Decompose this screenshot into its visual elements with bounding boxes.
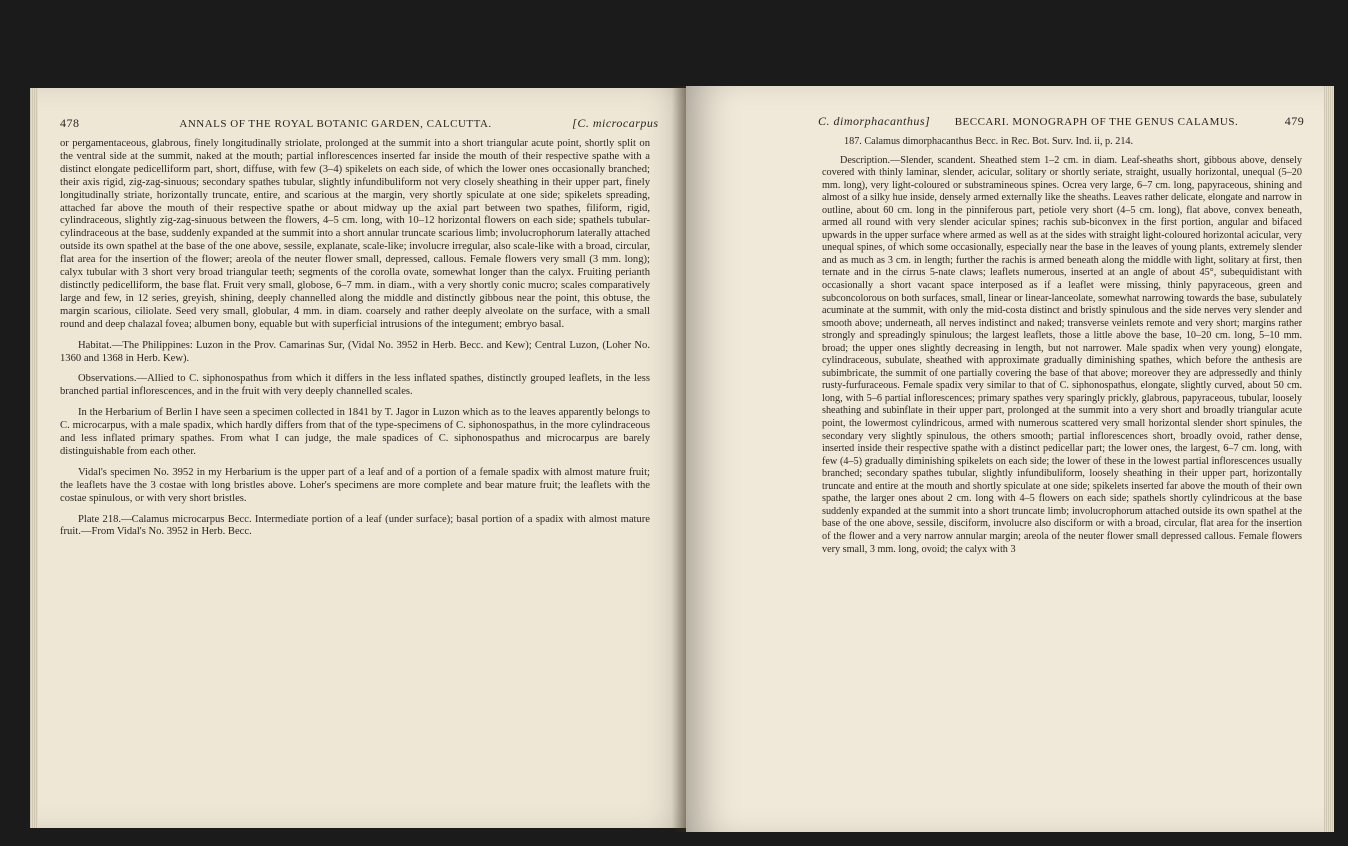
right-page: [686, 86, 1334, 832]
left-text-block: [60, 138, 650, 539]
right-running-species: C. dimorphacanthus]: [818, 114, 931, 128]
left-running-head: [60, 116, 659, 131]
left-paragraph-1: or pergamentaceous, glabrous, finely longitudinally striolate, prolonged at the summit into a short triangular acute point, shortly split on the ventral side at the summit, naked at the mouth; partial inflorescences inserted far inside the mouth of their respective spathe with a distinct elongate pedicelliform part, short, diffuse, with few (3–4) spikelets on each side, of which the lower ones occasionally branched; their axis rigid, zig-zag-sinuous; secondary spathes tubular, slightly infundibuliform not very closely sheathing in their upper part, finely longitudinally striate, horizontally truncate, entire, and scarious at the margin, very shortly spiculate at one side; spikelets spreading, attached far above the mouth of their respective spathe or about midway up the axial part between two spathes, filiform, rigid, cylindraceous, slightly zig-zag-sinuous between the flowers, 4–5 cm. long, with 10–12 horizontal flowers on each side; spathels tubular-cylindraceous at the base, suddenly expanded at the summit into a short annular truncate scarious limb; involucrophorum laterally attached outside its own spathel at the base of the one above, sessile, explanate, scale-like; involucre irregular, also scale-like with a broad, circular, flat area for the insertion of the flower; areola of the neuter flower small, depressed, callous. Female flowers very small (3 mm. long); calyx tubular with 3 short very broad triangular teeth; segments of the corolla ovate, somewhat longer than the calyx. Fruiting perianth distinctly pedicelliform, the base flat. Fruit very small, globose, 6–7 mm. in diam., with a very shortly conic mucro; scales comparatively large and few, in 12 series, greyish, shining, deeply channelled along the middle and distinctly gibbous near the point, this obtuse, the margin scarious, ciliolate. Seed very small, globular, 4 mm. in diam. coarsely and rather deeply alveolate on the surface, with a small round and deep chalazal fovea; albumen bony, equable but with superficial intrusions of the integument; embryo basal.: [60, 138, 650, 330]
left-page-number: 478: [60, 116, 80, 130]
right-page-number: 479: [1284, 114, 1305, 128]
species-heading: 187. Calamus dimorphacanthus Becc. in Rec. Bot. Surv. Ind. ii, p. 214.: [844, 136, 1134, 147]
left-running-species: [C. microcarpus: [572, 116, 659, 130]
left-paragraph-plate: Plate 218.—Calamus microcarpus Becc. Intermediate portion of a leaf (under surface); basal portion of a spadix with almost mature fruit.—From Vidal's No. 3952 in Herb. Becc.: [60, 513, 650, 538]
left-paragraph-observations: Observations.—Allied to C. siphonospathus from which it differs in the less inflated spathes, distinctly grouped leaflets, in the less branched partial inflorescences, and in the fruit with very deeply channelled scales.: [60, 373, 650, 398]
left-page: [30, 88, 694, 828]
right-running-head: [818, 114, 1304, 129]
right-text-block: [822, 136, 1302, 556]
left-running-title: ANNALS OF THE ROYAL BOTANIC GARDEN, CALCUTTA.: [179, 118, 492, 130]
left-paragraph-vidal: Vidal's specimen No. 3952 in my Herbarium is the upper part of a leaf and of a portion of a female spadix with almost mature fruit; the leaflets have the 3 costae with long bristles above. Loher's specimens are more complete and bear mature fruit; the leaflets with the costae spinulous, or with very short bristles.: [60, 466, 650, 504]
right-running-title: BECCARI. MONOGRAPH OF THE GENUS CALAMUS.: [954, 116, 1239, 128]
right-paragraph-description: Description.—Slender, scandent. Sheathed stem 1–2 cm. in diam. Leaf-sheaths short, gibbous above, densely covered with thinly laminar, slender, acicular, solitary or shortly seriate, straight, usually horizontal, unequal (5–20 mm. long), very light-coloured or substramineous spines. Ocrea very large, 6–7 cm. long, papyraceous, shining and almost of a silky hue inside, densely armed externally like the sheaths. Leaves rather delicate, elongate and narrow in outline, about 60 cm. long in the pinniferous part, petiole very short (4–5 cm. long), flat above, convex beneath, armed all round with very slender acicular spines; rachis sub-biconvex in the first portion, angular and bifaced upwards in the upper surface where armed as well as at the sides with straight light-coloured horizontal acicular, very unequal spines, of which some occasionally, especially near the base in the leaves of young plants, extremely slender and as much as 3 cm. in length; further the rachis is armed beneath along the middle with light, solitary at first, then ternate and in the cirrus 5-nate claws; leaflets numerous, inserted at an angle of about 45°, subequidistant with occasionally a short vacant space interposed as if a leaflet were missing, thinly papyraceous, green and subconcolorous on both surfaces, small, linear or linear-lanceolate, somewhat narrowing towards the base, subulately acuminate at the summit, with only the mid-costa distinct and bristly spinulous and the side nerves very slender and smooth above; underneath, all nerves indistinct and naked; transverse veinlets remote and very short; margins rather strongly and spreadingly spinulous; the largest leaflets, those a little above the base, 10–20 cm. long, 5–10 mm. broad; the upper ones slightly decreasing in length, but not narrower. Male spadix when very young) elongate, cylindraceous, subulate, sheathed with approximate gradually diminishing spathes, which before the anthesis are subimbricate, the summit of one partially covering the base of that above; moreover they are adpressedly and thinly rusty-furfuraceous. Female spadix very similar to that of C. siphonospathus, elongate, slightly curved, about 50 cm. long, with 5–6 partial inflorescences; primary spathes very sparingly prickly, glabrous, papyraceous, tubular, loosely sheathing and subinflate in their upper part, prolonged at the summit into a very short and broadly triangular acute point, the lowermost cylindricous, armed with numerous scattered very small horizontal slender short spinules, the secondary very slightly spinulous, the others smooth; partial inflorescences short, broadly ovoid, rather dense, inserted inside their respective spathe with a distinct pedicellar part; the lower ones, the largest, 6–7 cm. long, with few (4–5) gradually diminishing spikelets on each side; the lower of these in the lowest partial inflorescences usually branched; secondary spathes tubular, slightly infundibuliform, loosely sheathing in their upper part, horizontally truncate and entire at the mouth and shortly spiculate at one side; spikelets inserted far above the mouth of their own spathe, the larger ones about 2 cm. long with 4–5 flowers on each side; spathels shortly cylindricous at the base suddenly expanded at the summit into a short truncate limb; involucrophorum attached outside its own spathel at the base of the one above, sessile, disciform, involucre also disciform or with a broad, circular, flat area for the insertion of the flower and a very narrow annular margin; areola of the neuter flower small depressed callous. Female flowers very small, 3 mm. long, ovoid; the calyx with 3: [822, 154, 1302, 555]
left-paragraph-habitat: Habitat.—The Philippines: Luzon in the Prov. Camarinas Sur, (Vidal No. 3952 in Herb. Becc. and Kew); Central Luzon, (Loher No. 1360 and 1368 in Herb. Kew).: [60, 339, 650, 364]
left-paragraph-berlin: In the Herbarium of Berlin I have seen a specimen collected in 1841 by T. Jagor in Luzon which as to the leaves apparently belongs to C. microcarpus, with a male spadix, which hardly differs from that of the type-specimens of C. siphonospathus, in the more cylindraceous and less inflated primary spathes. From what I can judge, the male spadices of C. siphonospathus and microcarpus are barely distinguishable from each other.: [60, 407, 650, 457]
